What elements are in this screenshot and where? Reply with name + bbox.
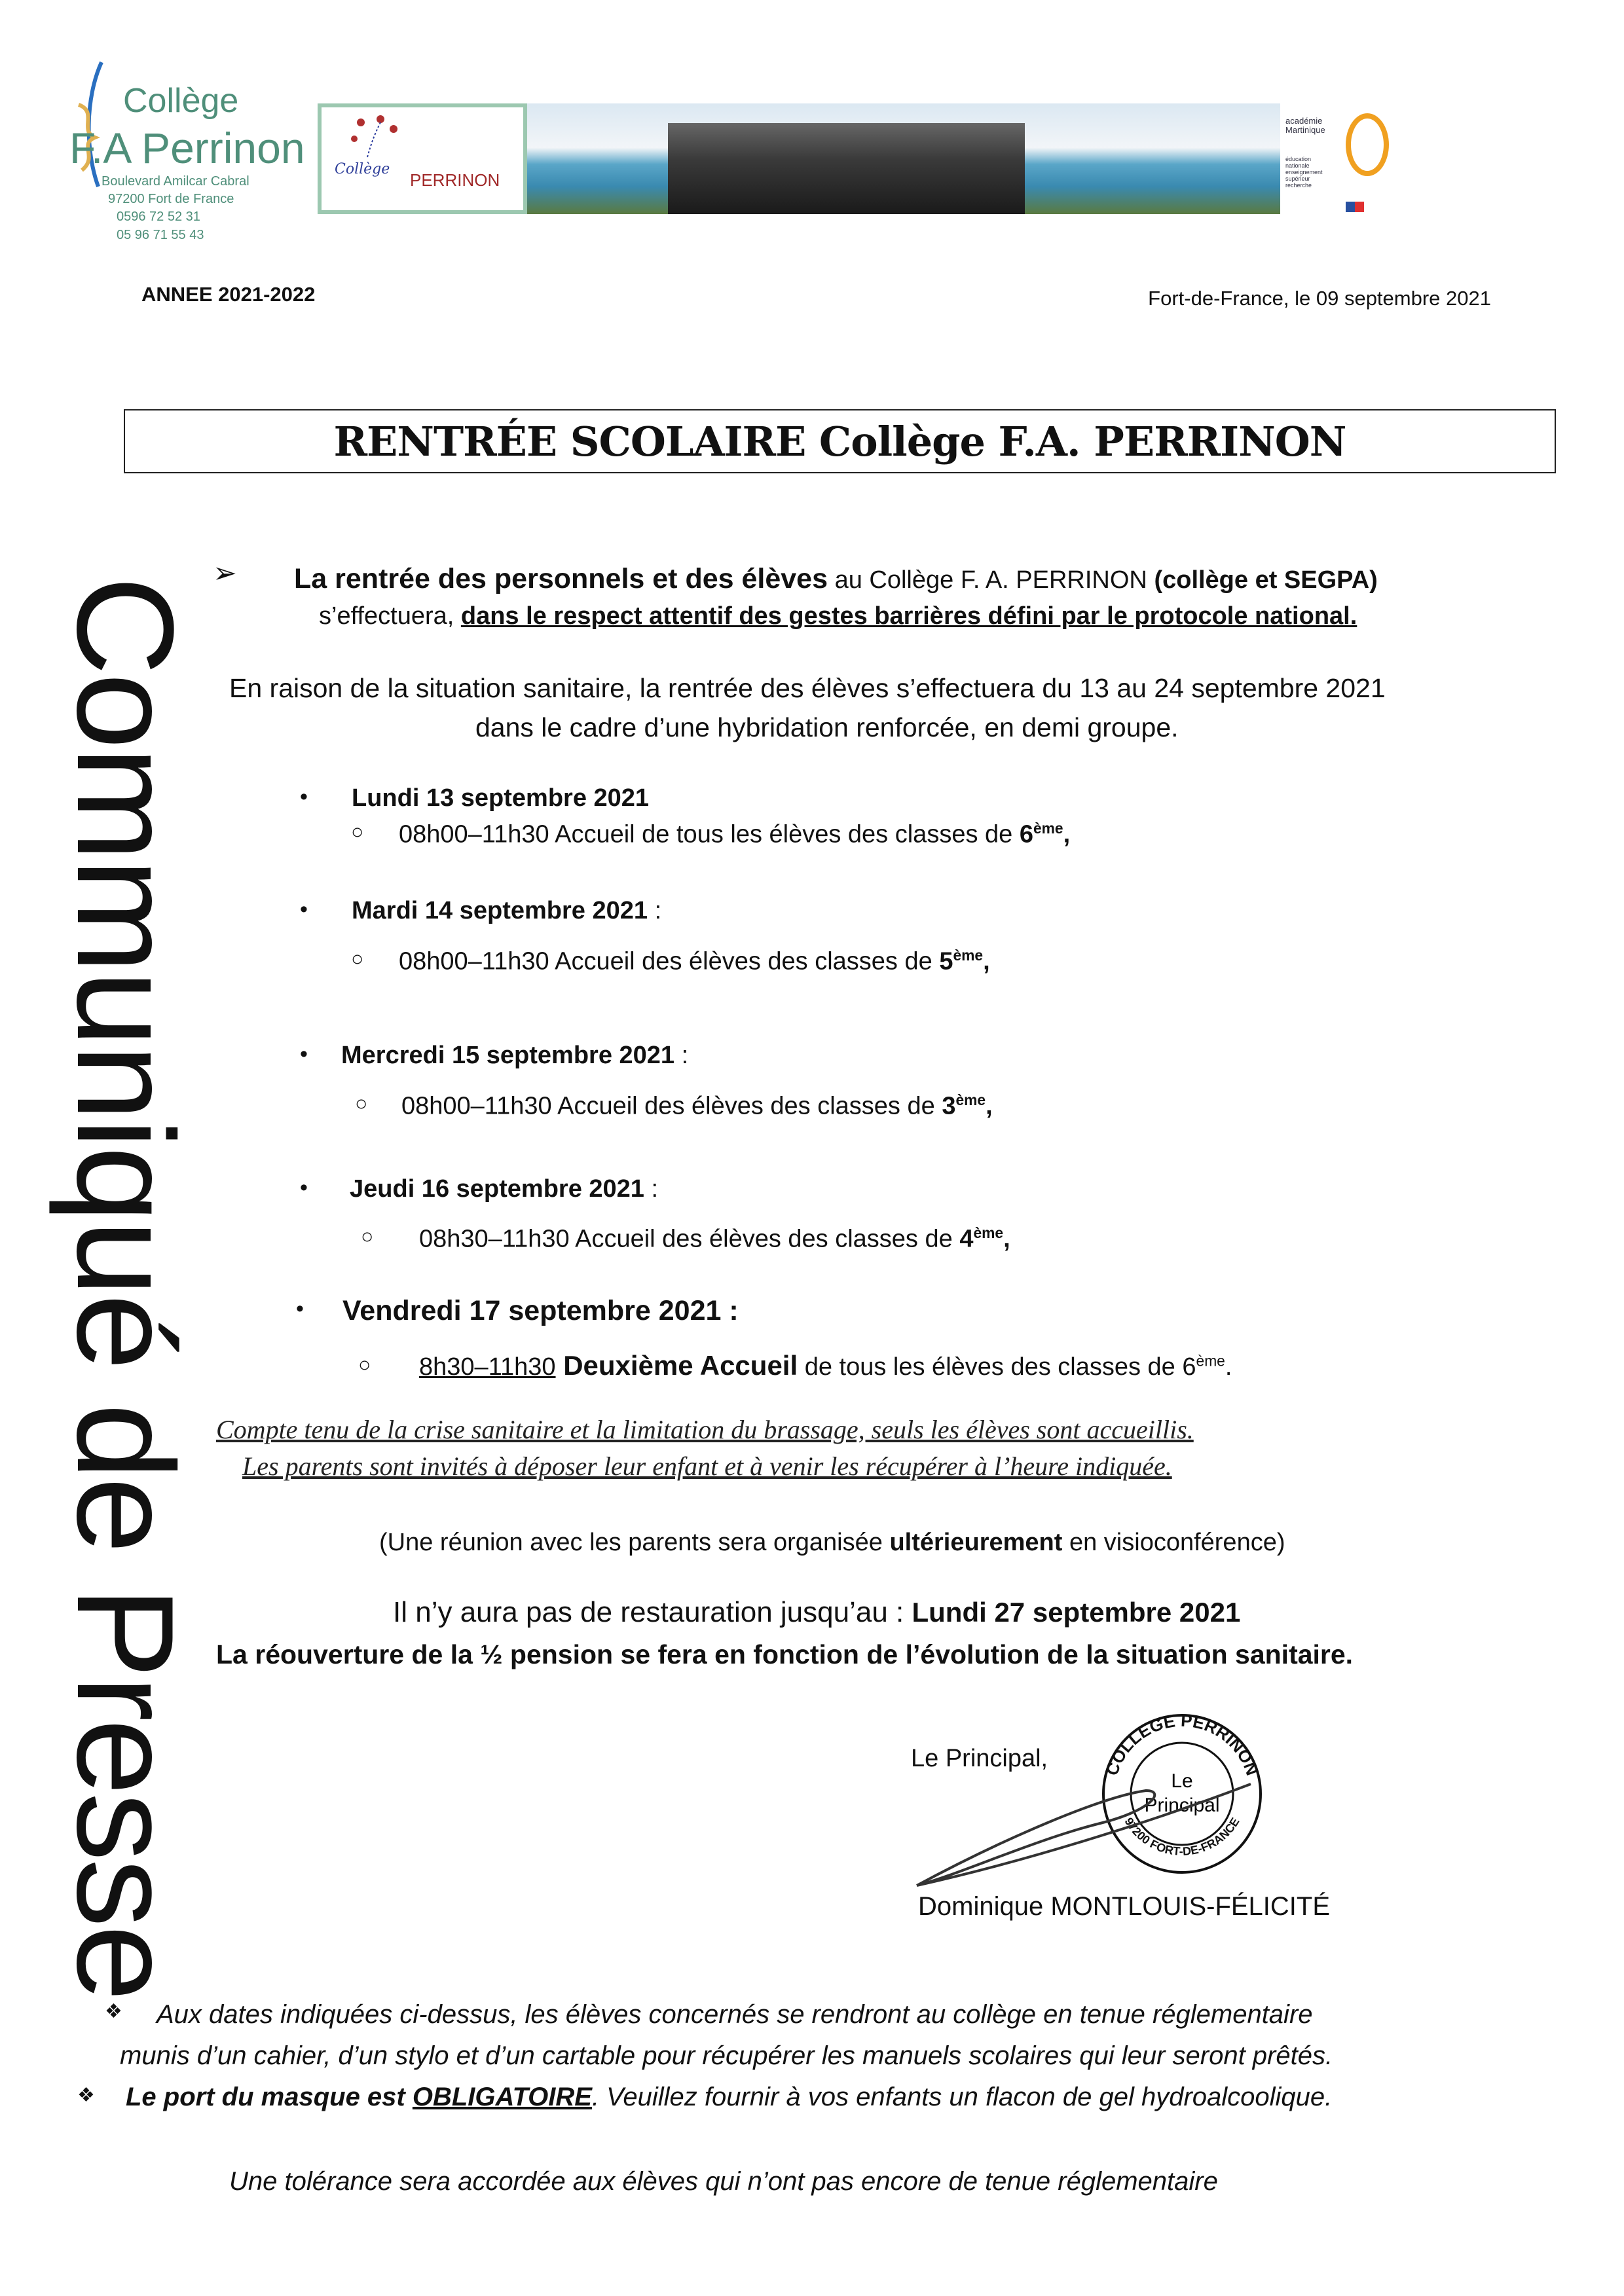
footer-item-1-line-1: Aux dates indiquées ci-dessus, les élèves concernés se rendront au collège en tenue réglementaire — [157, 2000, 1313, 2029]
schedule-detail: 08h00–11h30 Accueil de tous les élèves des classes de 6ème, — [399, 820, 1071, 848]
svg-text:COLLEGE PERRINON: COLLEGE PERRINON — [1101, 1712, 1263, 1778]
logo-line1: Collège — [123, 82, 239, 120]
flag-icon — [1355, 202, 1364, 212]
fax-number: 05 96 71 55 43 — [117, 228, 204, 242]
academie-name: académie Martinique — [1285, 116, 1325, 135]
intro-line-2: s’effectuera, dans le respect attentif des gestes barrières défini par le protocole national. — [319, 602, 1357, 630]
schedule-day: Jeudi 16 septembre 2021 : — [350, 1175, 659, 1203]
banner-logo-name: PERRINON — [410, 170, 500, 190]
tree-logo-icon — [335, 113, 413, 158]
side-label: Communiqué de Presse — [48, 576, 202, 1999]
arrow-bullet-icon: ➢ — [213, 557, 237, 589]
schedule-day: Mercredi 15 septembre 2021 : — [341, 1042, 689, 1069]
logo-line2: F.A Perrinon — [69, 124, 305, 172]
bullet-icon: • — [300, 784, 308, 809]
canteen-line-2: La réouverture de la ½ pension se fera en fonction de l’évolution de la situation sanitaire. — [216, 1639, 1354, 1669]
address-city: 97200 Fort de France — [108, 192, 234, 206]
header-banner — [318, 103, 1414, 214]
svg-text:97200 FORT-DE-FRANCE: 97200 FORT-DE-FRANCE — [1122, 1815, 1242, 1858]
canteen-line-1: Il n’y aura pas de restauration jusqu’au : Lundi 27 septembre 2021 — [393, 1596, 1241, 1628]
schedule-detail: 08h00–11h30 Accueil des élèves des classes de 3ème, — [401, 1091, 993, 1120]
school-year: ANNEE 2021-2022 — [141, 283, 316, 306]
schedule-detail: 8h30–11h30 Deuxième Accueil de tous les élèves des classes de 6ème. — [419, 1350, 1232, 1381]
diamond-bullet-icon: ❖ — [77, 2085, 95, 2106]
bullet-icon: • — [296, 1296, 304, 1321]
ministere-text: éducation nationale enseignement supérieur recherche — [1285, 156, 1323, 189]
schedule-detail: 08h30–11h30 Accueil des élèves des classes de 4ème, — [419, 1224, 1010, 1253]
schedule-detail: 08h00–11h30 Accueil des élèves des classes de 5ème, — [399, 947, 990, 975]
schedule-day: Vendredi 17 septembre 2021 : — [342, 1295, 739, 1326]
bullet-icon: • — [300, 1042, 308, 1066]
building-photo — [668, 123, 1025, 214]
banner-logo-script: Collège — [335, 161, 390, 177]
bullet-icon: • — [300, 897, 308, 922]
letter-date: Fort-de-France, le 09 septembre 2021 — [1148, 287, 1491, 310]
sub-bullet-icon: ○ — [355, 1091, 368, 1115]
intro-line-1: La rentrée des personnels et des élèves au Collège F. A. PERRINON (collège et SEGPA) — [294, 563, 1378, 594]
phone-number: 0596 72 52 31 — [117, 210, 200, 224]
perrinon-logo-box — [318, 103, 527, 214]
notice-line-1: Compte tenu de la crise sanitaire et la limitation du brassage, seuls les élèves sont accueillis. — [216, 1415, 1194, 1444]
sub-bullet-icon: ○ — [358, 1353, 371, 1376]
footer-item-2: Le port du masque est OBLIGATOIRE. Veuillez fournir à vos enfants un flacon de gel hydroalcoolique. — [126, 2083, 1333, 2111]
sub-bullet-icon: ○ — [351, 820, 364, 843]
address-street: Boulevard Amilcar Cabral — [101, 174, 249, 189]
academie-logo — [1280, 103, 1414, 214]
page-title: RENTRÉE SCOLAIRE Collège F.A. PERRINON — [333, 417, 1346, 465]
signatory-name: Dominique MONTLOUIS-FÉLICITÉ — [918, 1892, 1331, 1921]
meeting-note: (Une réunion avec les parents sera organisée ultérieurement en visioconférence) — [379, 1529, 1285, 1556]
diamond-bullet-icon: ❖ — [105, 2001, 122, 2022]
handwritten-signature — [904, 1761, 1257, 1892]
academie-e-icon — [1346, 113, 1389, 176]
paragraph-line-1: En raison de la situation sanitaire, la rentrée des élèves s’effectuera du 13 au 24 septembre 2021 — [229, 673, 1386, 703]
notice-line-2: Les parents sont invités à déposer leur enfant et à venir les récupérer à l’heure indiquée. — [242, 1451, 1172, 1481]
tolerance-note: Une tolérance sera accordée aux élèves qui n’ont pas encore de tenue réglementaire — [229, 2167, 1218, 2196]
svg-text:Le: Le — [1171, 1770, 1193, 1792]
footer-item-1-line-2: munis d’un cahier, d’un stylo et d’un cartable pour récupérer les manuels scolaires qui leur seront prêtés. — [120, 2041, 1333, 2070]
signature-title: Le Principal, — [911, 1745, 1048, 1772]
title-box — [124, 409, 1556, 473]
schedule-day: Mardi 14 septembre 2021 : — [352, 897, 662, 924]
svg-text:Principal: Principal — [1144, 1795, 1220, 1816]
paragraph-line-2: dans le cadre d’une hybridation renforcée, en demi groupe. — [475, 712, 1179, 742]
sub-bullet-icon: ○ — [351, 947, 364, 970]
schedule-day: Lundi 13 septembre 2021 — [352, 784, 650, 812]
bullet-icon: • — [300, 1175, 308, 1200]
sub-bullet-icon: ○ — [361, 1224, 374, 1248]
